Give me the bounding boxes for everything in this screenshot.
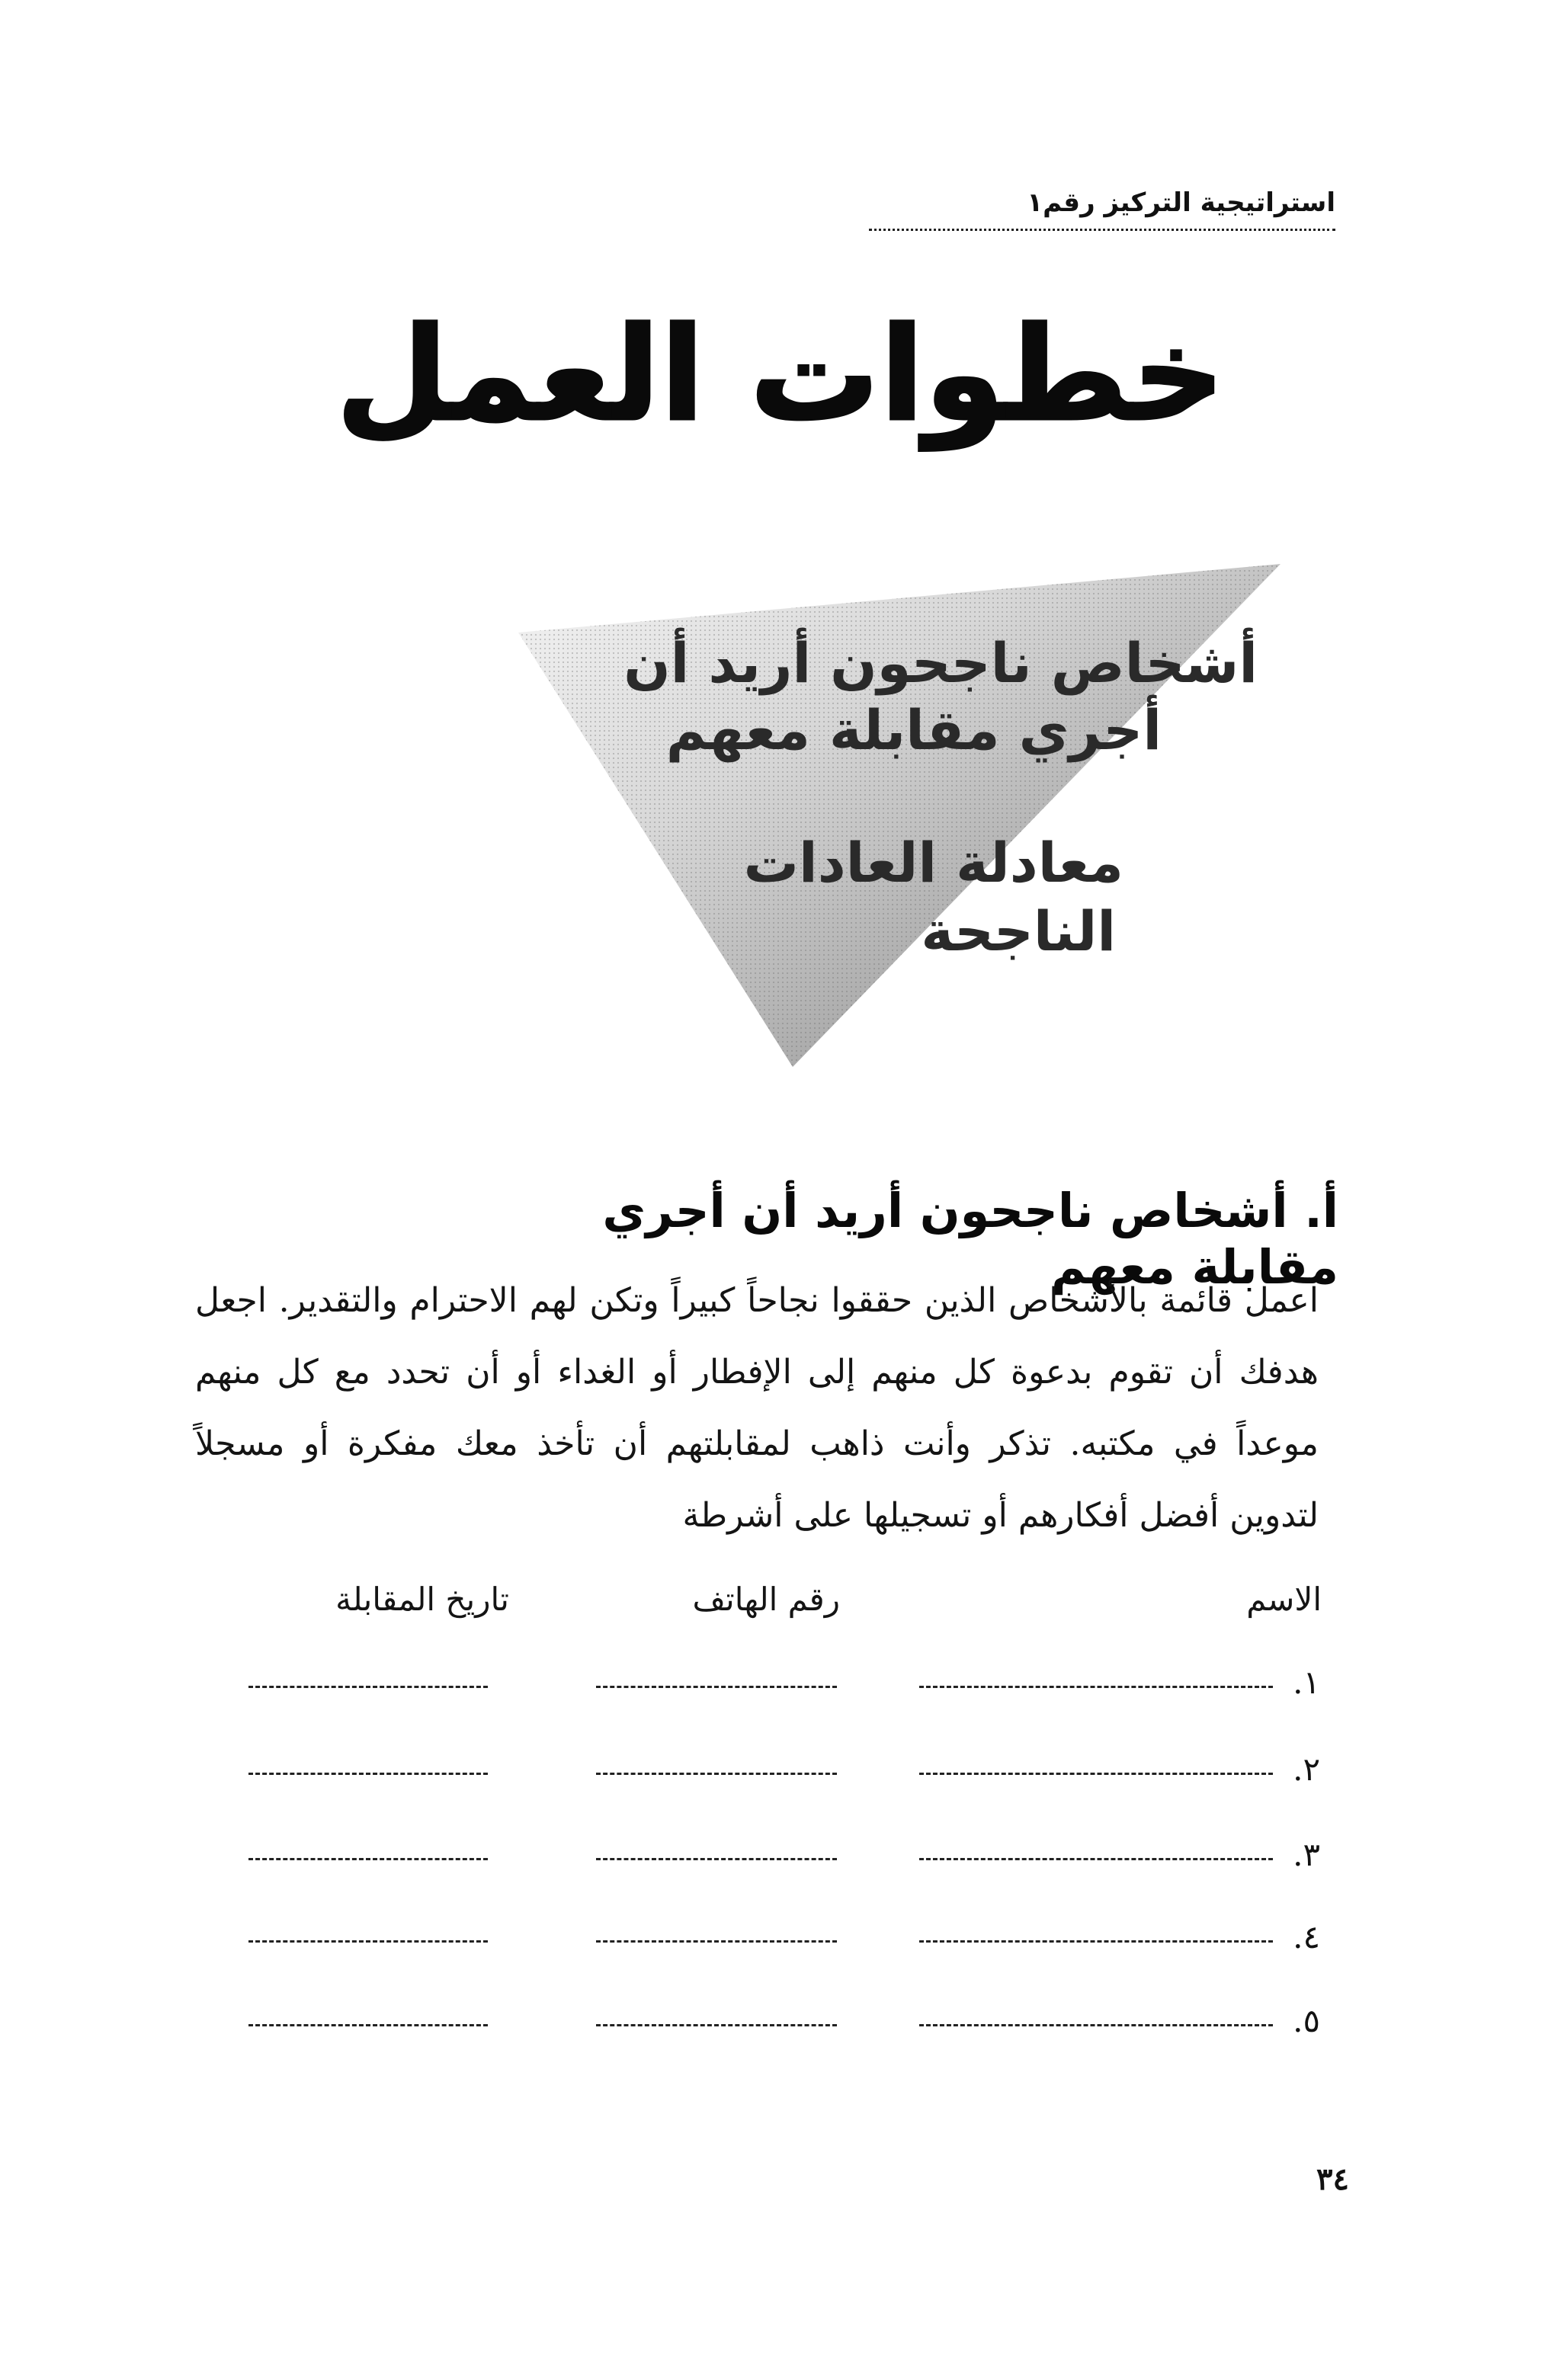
phone-field-line[interactable] xyxy=(596,2024,837,2026)
graphic-line-3: معادلة العادات xyxy=(743,831,1123,895)
name-field-line[interactable] xyxy=(919,1940,1273,1943)
row-number: ١. xyxy=(1293,1664,1320,1701)
column-header-name: الاسم xyxy=(1246,1581,1322,1618)
form-row xyxy=(0,1832,1561,1878)
date-field-line[interactable] xyxy=(248,2024,488,2026)
row-number: ٣. xyxy=(1293,1836,1320,1873)
graphic-line-2: أجري مقابلة معهم xyxy=(665,698,1162,762)
date-field-line[interactable] xyxy=(248,1858,488,1860)
name-field-line[interactable] xyxy=(919,1858,1273,1860)
phone-field-line[interactable] xyxy=(596,1940,837,1943)
column-header-phone: رقم الهاتف xyxy=(692,1581,840,1618)
graphic-line-1: أشخاص ناجحون أريد أن xyxy=(623,631,1258,695)
row-number: ٥. xyxy=(1293,2002,1320,2039)
row-number: ٤. xyxy=(1293,1918,1320,1956)
section-body: اعمل قائمة بالأشخاص الذين حققوا نجاحاً كبيراً وتكن لهم الاحترام والتقدير. اجعل هدفك أن تقوم بدعوة كل منهم إلى الإفطار أو الغداء أو أن تحدد مع كل منهم موعداً في مكتبه. تذكر وأنت ذاهب لمقابلتهم أن تأخذ معك مفكرة أو مسجلاً لتدوين أفضل أفكارهم أو تسجيلها على أشرطة xyxy=(195,1281,1319,1535)
running-header-rule xyxy=(869,229,1335,231)
phone-field-line[interactable] xyxy=(596,1858,837,1860)
form-row xyxy=(0,1914,1561,1960)
column-header-date: تاريخ المقابلة xyxy=(335,1581,509,1618)
date-field-line[interactable] xyxy=(248,1940,488,1943)
form-row xyxy=(0,1998,1561,2044)
graphic-line-4: الناجحة xyxy=(921,899,1116,963)
triangle-graphic xyxy=(488,564,1296,1067)
section-heading: أ. أشخاص ناجحون أريد أن أجري مقابلة معهم xyxy=(602,1183,1338,1296)
page-title: خطوات العمل xyxy=(335,300,1226,450)
phone-field-line[interactable] xyxy=(596,1686,837,1688)
date-field-line[interactable] xyxy=(248,1773,488,1775)
row-number: ٢. xyxy=(1293,1751,1320,1788)
phone-field-line[interactable] xyxy=(596,1773,837,1775)
name-field-line[interactable] xyxy=(919,2024,1273,2026)
name-field-line[interactable] xyxy=(919,1773,1273,1775)
page-number: ٣٤ xyxy=(1316,2161,1349,2197)
form-row xyxy=(0,1660,1561,1706)
name-field-line[interactable] xyxy=(919,1686,1273,1688)
form-row xyxy=(0,1747,1561,1792)
running-header: استراتيجية التركيز رقم١ xyxy=(1027,187,1335,218)
date-field-line[interactable] xyxy=(248,1686,488,1688)
